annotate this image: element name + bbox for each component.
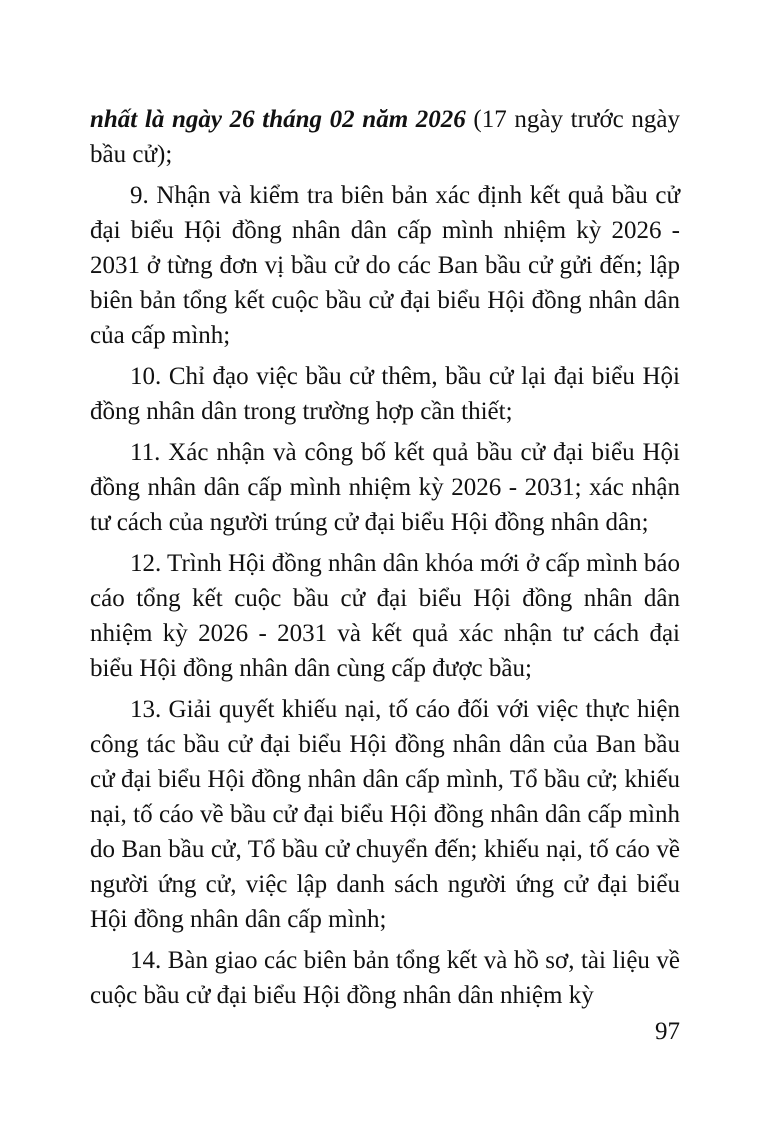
page-number: 97 bbox=[655, 1018, 680, 1045]
list-item-9: 9. Nhận và kiểm tra biên bản xác định kết quả bầu cử đại biểu Hội đồng nhân dân cấp mình nhiệm kỳ 2026 - 2031 ở từng đơn vị bầu cử do các Ban bầu cử gửi đến; lập biên bản tổng kết cuộc bầu cử đại biểu Hội đồng nhân dân của cấp mình; bbox=[90, 182, 680, 349]
document-body bbox=[90, 102, 680, 1019]
list-item-12: 12. Trình Hội đồng nhân dân khóa mới ở cấp mình báo cáo tổng kết cuộc bầu cử đại biểu Hội đồng nhân dân nhiệm kỳ 2026 - 2031 và kết quả xác nhận tư cách đại biểu Hội đồng nhân dân cùng cấp được bầu; bbox=[90, 550, 681, 682]
list-item-13: 13. Giải quyết khiếu nại, tố cáo đối với việc thực hiện công tác bầu cử đại biểu Hội đồng nhân dân của Ban bầu cử đại biểu Hội đồng nhân dân cấp mình, Tổ bầu cử; khiếu nại, tố cáo về bầu cử đại biểu Hội đồng nhân dân cấp mình do Ban bầu cử, Tổ bầu cử chuyển đến; khiếu nại, tố cáo về người ứng cử, việc lập danh sách người ứng cử đại biểu Hội đồng nhân dân cấp mình; bbox=[90, 696, 680, 933]
continuation-text: (17 ngày trước ngày bầu cử); bbox=[90, 106, 680, 168]
continuation-paragraph bbox=[90, 102, 680, 172]
list-item-11: 11. Xác nhận và công bố kết quả bầu cử đại biểu Hội đồng nhân dân cấp mình nhiệm kỳ 2026 - 2031; xác nhận tư cách của người trúng cử đại biểu Hội đồng nhân dân; bbox=[90, 439, 680, 536]
list-item-14: 14. Bàn giao các biên bản tổng kết và hồ sơ, tài liệu về cuộc bầu cử đại biểu Hội đồng nhân dân nhiệm kỳ bbox=[90, 947, 680, 1009]
list-item-10: 10. Chỉ đạo việc bầu cử thêm, bầu cử lại đại biểu Hội đồng nhân dân trong trường hợp cần thiết; bbox=[90, 363, 680, 425]
emphasized-date-text: nhất là ngày 26 tháng 02 năm 2026 bbox=[90, 106, 466, 133]
